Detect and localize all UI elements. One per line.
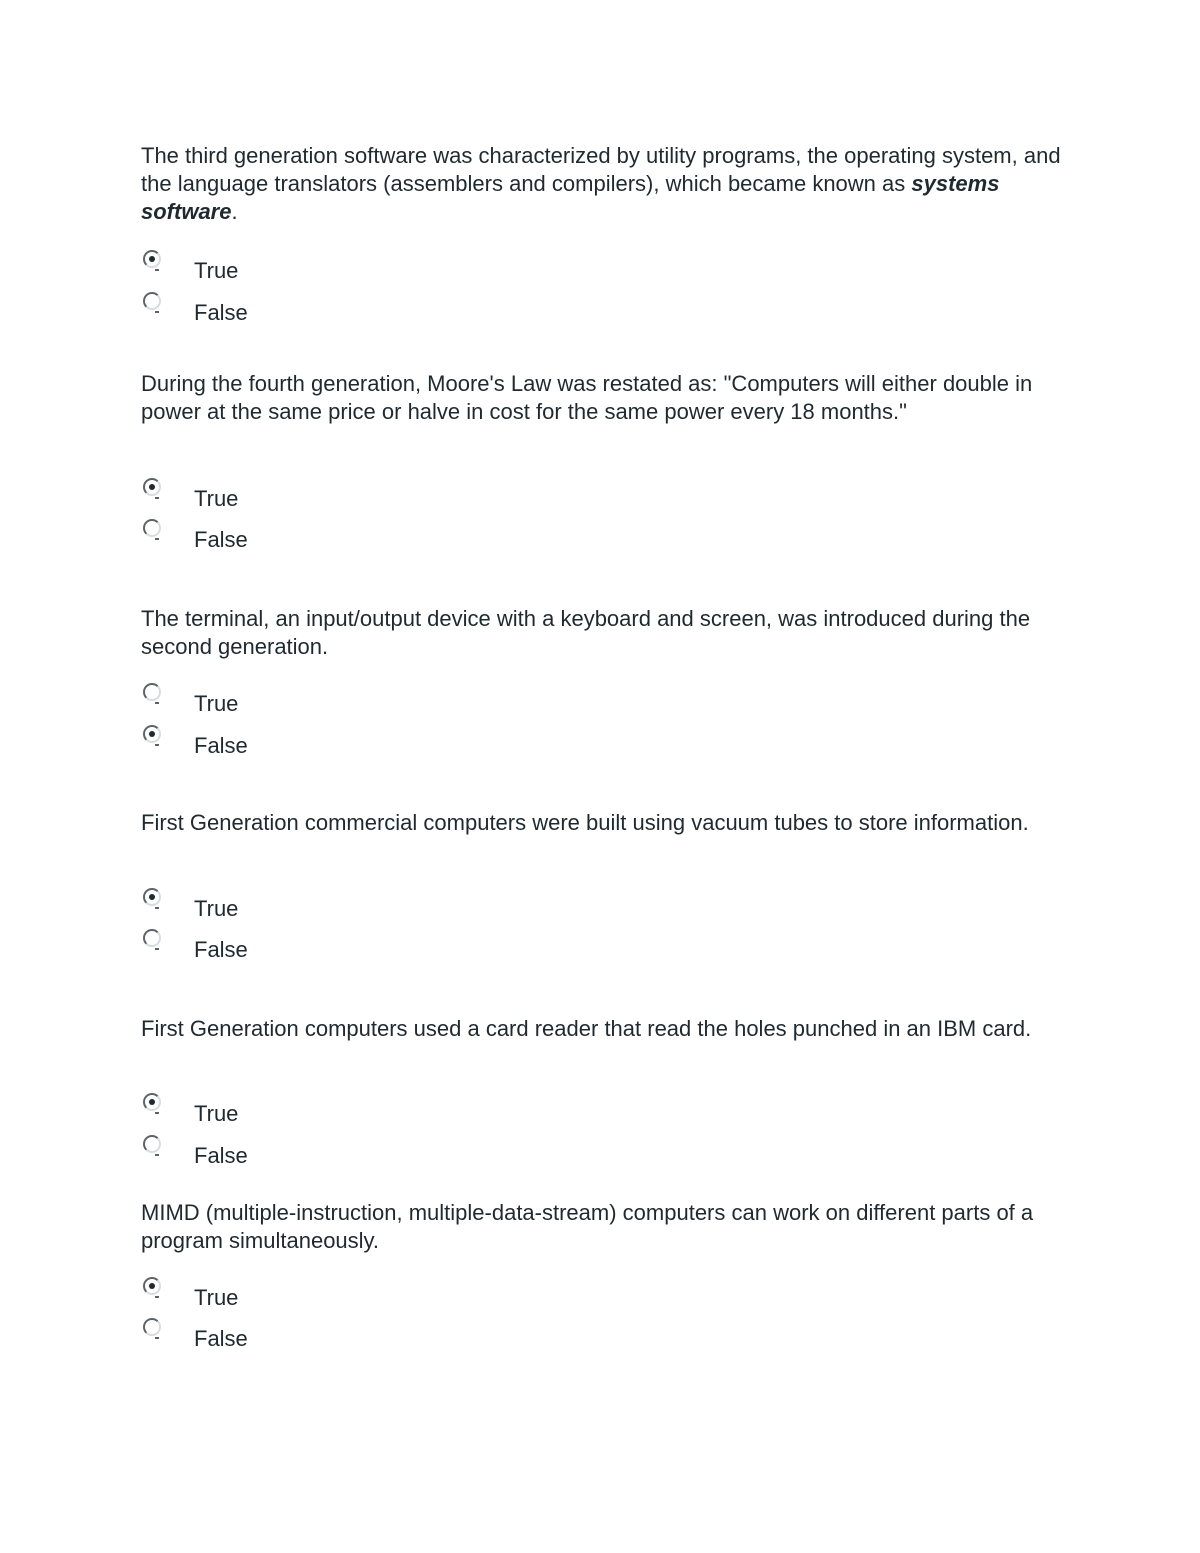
option-label: True	[194, 1285, 239, 1310]
option-false[interactable]	[141, 292, 441, 332]
radio-button-icon[interactable]	[143, 888, 161, 906]
option-true[interactable]	[141, 478, 441, 518]
option-true[interactable]	[141, 683, 441, 723]
question-text: First Generation commercial computers were built using vacuum tubes to store information.	[141, 810, 1029, 835]
question-6	[141, 1199, 1061, 1351]
question-4	[141, 809, 1061, 962]
radio-selected-dot	[149, 256, 155, 262]
option-label: False	[194, 1326, 248, 1351]
radio-selected-dot	[149, 731, 155, 737]
option-label: True	[194, 258, 239, 283]
radio-button-icon[interactable]	[143, 929, 161, 947]
radio-button-icon[interactable]	[143, 683, 161, 701]
question-text: The third generation software was characterized by utility programs, the operating system, and the language translators (assemblers and compilers), which became known as systems software.	[141, 143, 1061, 224]
question-text: First Generation computers used a card reader that read the holes punched in an IBM card.	[141, 1016, 1032, 1041]
option-false[interactable]	[141, 1135, 441, 1175]
option-label: True	[194, 896, 239, 921]
option-label: False	[194, 733, 248, 758]
question-3	[141, 605, 1061, 758]
option-label: False	[194, 527, 248, 552]
question-5	[141, 1015, 1061, 1168]
question-text: MIMD (multiple-instruction, multiple-data-stream) computers can work on different parts of a program simultaneously.	[141, 1200, 1034, 1253]
radio-button-icon[interactable]	[143, 250, 161, 268]
radio-button-icon[interactable]	[143, 292, 161, 310]
question-1	[141, 142, 1061, 325]
option-label: True	[194, 486, 239, 511]
radio-button-icon[interactable]	[143, 1093, 161, 1111]
radio-selected-dot	[149, 1283, 155, 1289]
radio-button-icon[interactable]	[143, 1318, 161, 1336]
option-false[interactable]	[141, 519, 441, 559]
option-true[interactable]	[141, 250, 441, 290]
option-true[interactable]	[141, 1093, 441, 1133]
radio-selected-dot	[149, 1099, 155, 1105]
radio-button-icon[interactable]	[143, 1135, 161, 1153]
question-text: The terminal, an input/output device with a keyboard and screen, was introduced during the second generation.	[141, 606, 1031, 659]
option-false[interactable]	[141, 1318, 441, 1358]
option-label: True	[194, 1101, 239, 1126]
radio-button-icon[interactable]	[143, 725, 161, 743]
option-label: True	[194, 691, 239, 716]
radio-selected-dot	[149, 484, 155, 490]
option-false[interactable]	[141, 929, 441, 969]
option-label: False	[194, 937, 248, 962]
radio-button-icon[interactable]	[143, 1277, 161, 1295]
question-text: During the fourth generation, Moore's Law was restated as: "Computers will either double in power at the same price or halve in cost for the same power every 18 months."	[141, 371, 1033, 424]
question-2	[141, 370, 1061, 552]
radio-button-icon[interactable]	[143, 519, 161, 537]
option-false[interactable]	[141, 725, 441, 765]
option-label: False	[194, 1143, 248, 1168]
question-emphasis: systems software	[141, 171, 1000, 224]
option-label: False	[194, 300, 248, 325]
radio-selected-dot	[149, 894, 155, 900]
option-true[interactable]	[141, 888, 441, 928]
radio-button-icon[interactable]	[143, 478, 161, 496]
option-true[interactable]	[141, 1277, 441, 1317]
